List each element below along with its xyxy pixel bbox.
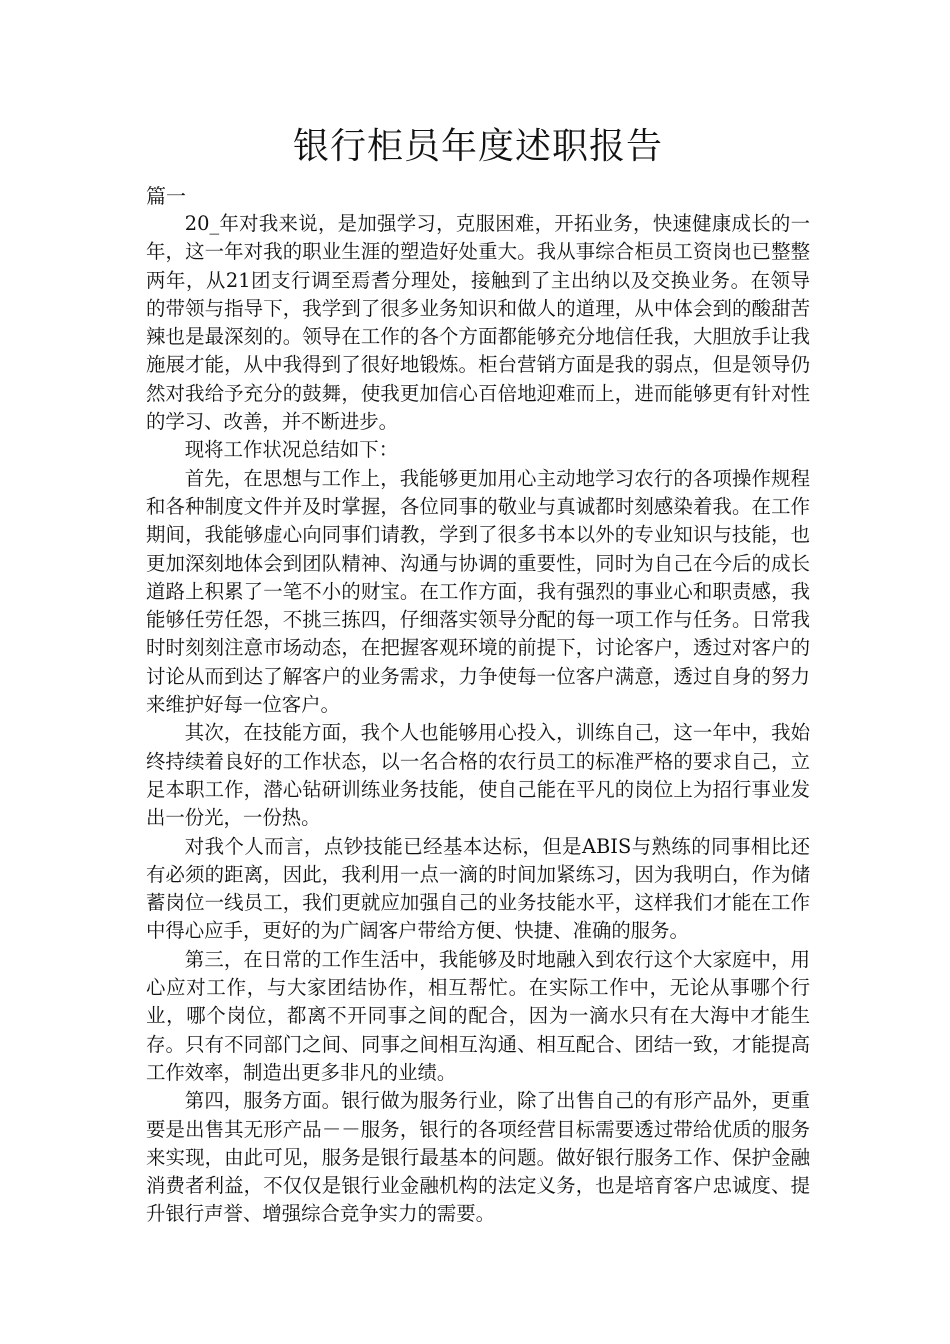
document-title: 银行柜员年度述职报告 — [292, 126, 663, 167]
paragraph-first: 首先，在思想与工作上，我能够更加用心主动地学习农行的各项操作规程和各种制度文件并及时掌握，各位同事的敬业与真诚都时刻感染着我。在工作期间，我能够虚心向同事们请教，学到了很多书本以外的专业知识与技能，也更加深刻地体会到团队精神、沟通与协调的重要性，同时为自己在今后的成长道路上积累了一笔不小的财宝。在工作方面，我有强烈的事业心和职责感，我能够任劳任怨，不挑三拣四，仔细落实领导分配的每一项工作与任务。日常我时时刻刻注意市场动态，在把握客观环境的前提下，讨论客户，透过对客户的讨论从而到达了解客户的业务需求，力争使每一位客户满意，透过自身的努力来维护好每一位客户。 — [146, 466, 810, 717]
paragraph-fourth: 第四，服务方面。银行做为服务行业，除了出售自己的有形产品外，更重要是出售其无形产品－－服务，银行的各项经营目标需要透过带给优质的服务来实现，由此可见，服务是银行最基本的问题。做好银行服务工作、保护金融消费者利益，不仅仅是银行业金融机构的法定义务，也是培育客户忠诚度、提升银行声誉、增强综合竞争实力的需要。 — [146, 1089, 810, 1226]
paragraph-third: 第三，在日常的工作生活中，我能够及时地融入到农行这个大家庭中，用心应对工作，与大家团结协作，相互帮忙。在实际工作中，无论从事哪个行业，哪个岗位，都离不开同事之间的配合，因为一滴水只有在大海中才能生存。只有不同部门之间、同事之间相互沟通、相互配合、团结一致，才能提高工作效率，制造出更多非凡的业绩。 — [146, 947, 810, 1084]
document-page — [146, 120, 810, 1229]
section-label: 篇一 — [146, 184, 186, 208]
paragraph-intro: 20_年对我来说，是加强学习，克服困难，开拓业务，快速健康成长的一年，这一年对我的职业生涯的塑造好处重大。我从事综合柜员工资岗也已整整两年，从21团支行调至焉耆分理处，接触到了主出纳以及交换业务。在领导的带领与指导下，我学到了很多业务知识和做人的道理，从中体会到的酸甜苦辣也是最深刻的。领导在工作的各个方面都能够充分地信任我，大胆放手让我施展才能，从中我得到了很好地锻炼。柜台营销方面是我的弱点，但是领导仍然对我给予充分的鼓舞，使我更加信心百倍地迎难而上，进而能够更有针对性的学习、改善，并不断进步。 — [146, 212, 810, 434]
paragraph-skills: 对我个人而言，点钞技能已经基本达标，但是ABIS与熟练的同事相比还有必须的距离，因此，我利用一点一滴的时间加紧练习，因为我明白，作为储蓄岗位一线员工，我们更就应加强自己的业务技能水平，这样我们才能在工作中得心应手，更好的为广阔客户带给方便、快捷、准确的服务。 — [146, 834, 810, 943]
paragraph-second: 其次，在技能方面，我个人也能够用心投入，训练自己，这一年中，我始终持续着良好的工作状态，以一名合格的农行员工的标准严格的要求自己，立足本职工作，潜心钻研训练业务技能，使自己能在平凡的岗位上为招行事业发出一份光，一份热。 — [146, 721, 810, 830]
paragraph-summary-lead: 现将工作状况总结如下： — [184, 438, 399, 462]
